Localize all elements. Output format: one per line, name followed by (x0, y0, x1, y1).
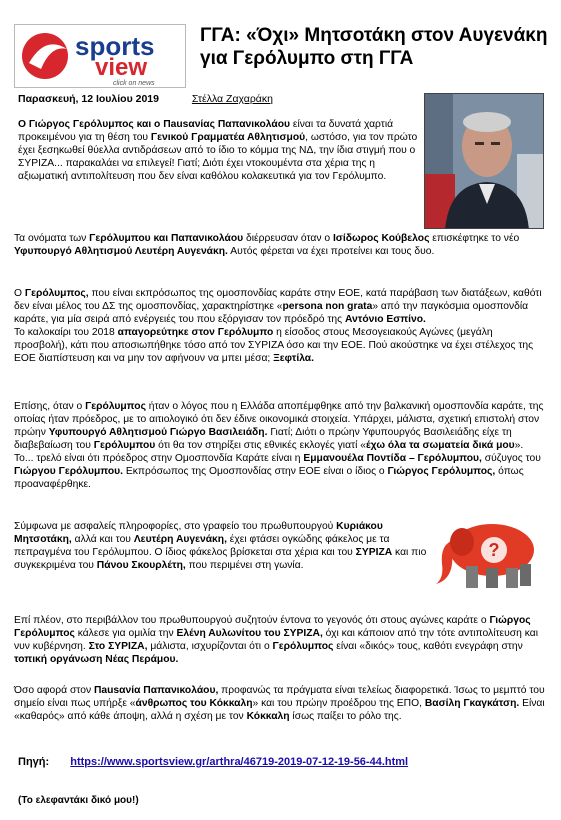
text-run: κάλεσε για ομιλία την (74, 628, 177, 639)
bold-text-run: Γερόλυμπος (272, 641, 334, 652)
bold-text-run: Γερόλυμπου και Παπανικολάου (89, 233, 244, 244)
text-run: είναι τα δυνατά χαρτιά προκειμένου για τη θέση του (18, 119, 394, 143)
text-run: αλλά και του (71, 534, 134, 545)
bold-text-run: Κυριάκου Μητσοτάκη, (14, 521, 383, 545)
bold-text-run: Λευτέρη Αυγενάκη, (133, 534, 227, 545)
text-run: είναι «δικός» τους, καθότι ενεγράφη στην (333, 641, 523, 652)
text-run: ότι θα τον στηρίξει στις εθνικές εκλογές γιατί « (155, 440, 366, 451)
bold-text-run: Κόκκαλη (246, 711, 290, 722)
text-run: Είναι «καθαρός» από κάθε άποψη, αλλά η σχέση με τον (14, 698, 545, 722)
paragraph-6 (14, 614, 549, 666)
bold-text-run: Γιώργος Γερόλυμπος (14, 615, 531, 639)
article-meta (18, 93, 273, 105)
bold-text-run: persona non grata (282, 301, 373, 312)
bold-text-run: Γιώργος Γερόλυμπος, (387, 466, 496, 477)
text-run: και πιο συγκεκριμένα του (14, 547, 427, 571)
bold-text-run: Γερόλυμπου (93, 440, 156, 451)
bold-text-run: Υφυπουργό Αθλητισμού Γιώργο Βασιλειάδη. (48, 427, 268, 438)
text-run: Ο (14, 288, 25, 299)
text-run: , ωστόσο, για τον πρώτο έχει ξεσηκωθεί θύελλα αντιδράσεων από το ίδιο το κόμμα της ΝΔ, την ίδια στιγμή που ο ΣΥΡΙΖΑ... παρακαλάει να επιλεγεί! Γιατί; Διότι έχει ντοκουμέντα στα χέρια της η αξιωματική αντιπολίτευση που δεν είναι καθόλου κολακευτικά για τον Γερόλυμπο. (18, 132, 418, 182)
sportsview-logo (14, 24, 186, 88)
bold-text-run: Υφυπουργό Αθλητισμού Λευτέρη Αυγενάκη. (14, 246, 228, 257)
bold-text-run: Εμμανουέλα Ποντίδα – Γερόλυμπου, (303, 453, 482, 464)
text-run: που είναι εκπρόσωπος της ομοσπονδίας καράτε στην ΕΟΕ, κατά παράβαση των διατάξεων, καθότι δεν είναι μέλος του ΔΣ της ομοσπονδίας, χαρακτηρίστηκε « (14, 288, 542, 312)
bold-text-run: Γιώργου Γερόλυμπου. (14, 466, 123, 477)
text-run: Επί πλέον, στο περιβάλλον του πρωθυπουργού συζητούν έντονα το γεγονός ότι στους αγώνες καράτε ο (14, 615, 490, 626)
text-run: Όσο αφορά στον (14, 685, 94, 696)
text-run: ». (514, 440, 524, 451)
article-title: ΓΓΑ: «Όχι» Μητσοτάκη στον Αυγενάκη για Γερόλυμπο στη ΓΓΑ (200, 25, 548, 69)
text-run: Αυτός φέρεται να έχει προτείνει και τους δυο. (227, 246, 435, 257)
source-line (18, 756, 408, 768)
bold-text-run: Γερόλυμπος (85, 401, 146, 412)
bold-text-run: ΣΥΡΙΖΑ (355, 547, 393, 558)
text-run: Το καλοκαίρι του 2018 (14, 327, 118, 338)
bold-text-run: Στο ΣΥΡΙΖΑ, (88, 641, 148, 652)
bold-text-run: άνθρωπος του Κόκκαλη (135, 698, 253, 709)
text-run: Εκπρόσωπος της Ομοσπονδίας στην ΕΟΕ είναι ο ίδιος ο (123, 466, 388, 477)
paragraph-7 (14, 684, 549, 723)
bold-text-run: απαγορεύτηκε στον Γερόλυμπο (117, 327, 274, 338)
bold-text-run: Ελένη Αυλωνίτου του ΣΥΡΙΖΑ, (176, 628, 323, 639)
bold-text-run: Πάνου Σκουρλέτη, (96, 560, 186, 571)
man-portrait-photo (424, 93, 544, 229)
text-run: Επίσης, όταν ο (14, 401, 86, 412)
footnote: (Το ελεφαντάκι δικό μου!) (18, 795, 139, 806)
text-run: η είσοδος στους Μεσογειακούς Αγώνες (μεγάλη προσβολή), κάτι που αποσιωπήθηκε τόσο από τον ΣΥΡΙΖΑ όσο και την ΕΟΕ. Πού ακούστηκε να έχει στέλεχος της ΕΟΕ διαπίστευση και να μην τον αφήνουν να μπει μέσα; (14, 327, 534, 364)
text-run: Γιατί; Διότι ο πρώην Υφυπουργός Βασιλειάδης είχε τη διαβεβαίωση του (14, 427, 512, 451)
bold-text-run: Βασίλη Γκαγκάτση. (424, 698, 520, 709)
text-run: έχει φτάσει ογκώδης φάκελος με τα πεπραγμένα του Γερόλυμπου. Ο ίδιος φάκελος βρίσκεται στα χέρια και του (14, 534, 390, 558)
bold-text-run: Ισίδωρος Κούβελος (332, 233, 430, 244)
article-date: Παρασκευή, 12 Ιουλίου 2019 (18, 93, 159, 105)
text-run: » από την παγκόσμια ομοσπονδία καράτε, για μία σειρά από ενέργειές του που εξόργισαν τον πρόεδρό της (14, 301, 529, 325)
text-run: που περιμένει στη γωνία. (185, 560, 304, 571)
text-run: επισκέφτηκε το νέο (429, 233, 520, 244)
text-run: όπως προαναφέρθηκε. (14, 466, 524, 490)
paragraph-5 (14, 520, 429, 572)
article-author-link[interactable]: Στέλλα Ζαχαράκη (191, 93, 273, 105)
elephant-graphic (432, 514, 544, 598)
text-run: Το... τρελό είναι ότι πρόεδρος στην Ομοσπονδία Καράτε είναι η (14, 453, 304, 464)
bold-text-run: Πausανία Παπανικολάου, (93, 685, 219, 696)
logo-tagline: click on news (113, 80, 155, 87)
question-mark-icon: ? (488, 540, 500, 560)
portrait-graphic (425, 94, 544, 229)
paragraph-1 (14, 118, 419, 183)
logo-word-sports: sports (75, 31, 155, 61)
text-run: ήταν ο λόγος που η Ελλάδα αποπέμφθηκε από την βαλκανική ομοσπονδία καράτε, της οποίας ήταν πρόεδρος, με το αιτιολογικό ότι δεν έδινε οικονομικά στοιχεία. Υπάρχει, μάλιστα, σχετική επιστολή στον πρώην (14, 401, 544, 438)
text-run: διέρρευσαν όταν ο (243, 233, 333, 244)
bold-text-run: έχω όλα τα σωματεία δικά μου (365, 440, 515, 451)
text-run: σύζυγος του (481, 453, 541, 464)
text-run: Τα ονόματα των (14, 233, 90, 244)
bold-text-run: Αντόνιο Εσπίνο. (344, 314, 426, 325)
red-elephant-question-mark-illustration (432, 514, 544, 598)
text-run: προφανώς τα πράγματα είναι τελείως διαφορετικά. Ίσως το μεμπτό του σημείο είναι πως υπήρξε « (14, 685, 545, 709)
paragraph-2 (14, 232, 549, 258)
bold-text-run: Γερόλυμπος, (24, 288, 89, 299)
source-label: Πηγή: (18, 756, 50, 768)
paragraph-4 (14, 400, 549, 491)
bold-text-run: Ξεφτίλα. (273, 353, 314, 364)
text-run: Σύμφωνα με ασφαλείς πληροφορίες, στο γραφείο του πρωθυπουργού (14, 521, 337, 532)
text-run: » και του πρώην προέδρου της ΕΠΟ, (252, 698, 425, 709)
text-run: όχι και κάποιον από την τότε αντιπολίτευση και νυν κυβέρνηση. (14, 628, 538, 652)
logo-word-view: view (95, 54, 148, 81)
bold-text-run: τοπική οργάνωση Νέας Περάμου. (14, 654, 179, 665)
text-run: μάλιστα, ισχυρίζονται ότι ο (147, 641, 273, 652)
source-link[interactable]: https://www.sportsview.gr/arthra/46719-2019-07-12-19-56-44.html (70, 756, 409, 768)
sportsview-logo-graphic (15, 25, 185, 87)
bold-text-run: Γενικού Γραμματέα Αθλητισμού (150, 132, 306, 143)
paragraph-3 (14, 287, 549, 365)
bold-text-run: Ο Γιώργος Γερόλυμπος και ο Πausανίας Παπανικολάου (18, 119, 291, 130)
text-run: ίσως παίξει το ρόλο της. (289, 711, 402, 722)
